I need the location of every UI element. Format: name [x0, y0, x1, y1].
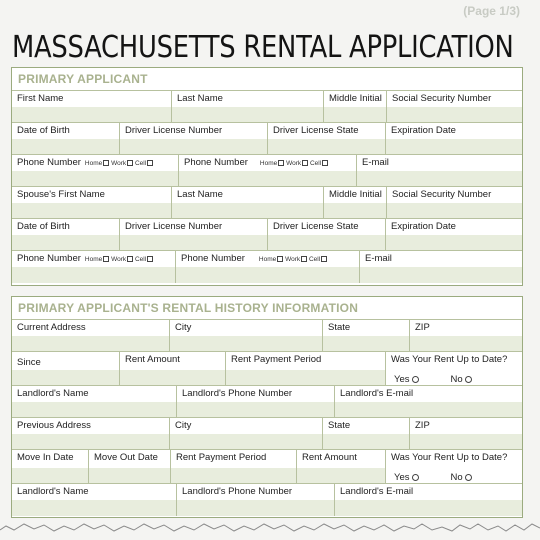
phone-label: Phone Number: [184, 157, 248, 168]
work-checkbox[interactable]: [302, 160, 308, 166]
dl-state-label: Driver License State: [268, 123, 385, 138]
prev-rent-up-to-date-label: Was Your Rent Up to Date?: [386, 450, 522, 465]
home-checkbox[interactable]: [103, 256, 109, 262]
spouse-first-name-field[interactable]: [12, 187, 171, 219]
rent-up-to-date-label: Was Your Rent Up to Date?: [386, 352, 522, 367]
ssn-field[interactable]: [386, 91, 522, 123]
home-option-label: Home: [84, 160, 103, 167]
rental-history-section: [11, 296, 523, 518]
zip-field[interactable]: [409, 320, 522, 352]
rent-amount-label: Rent Amount: [120, 352, 225, 367]
work-option-label: Work: [111, 256, 127, 263]
prev-state-field[interactable]: [322, 418, 409, 450]
prev-zip-field[interactable]: [409, 418, 522, 450]
spouse-phone-field-1[interactable]: [12, 251, 175, 283]
ssn-label: Social Security Number: [387, 91, 522, 106]
no-radio[interactable]: [465, 474, 472, 481]
spouse-dob-field[interactable]: [12, 219, 119, 251]
city-field[interactable]: [169, 320, 322, 352]
cell-checkbox[interactable]: [322, 160, 328, 166]
first-name-label: First Name: [12, 91, 171, 106]
prev-landlord-name-field[interactable]: [12, 484, 176, 516]
move-in-field[interactable]: [12, 450, 88, 484]
prev-landlord-phone-field[interactable]: [176, 484, 334, 516]
home-option-label: Home: [84, 256, 103, 263]
rent-period-label: Rent Payment Period: [226, 352, 385, 367]
work-option-label: Work: [111, 160, 127, 167]
spouse-first-name-label: Spouse's First Name: [12, 187, 171, 202]
dl-state-field[interactable]: [267, 123, 385, 155]
zip-label: ZIP: [410, 320, 522, 335]
move-in-label: Move In Date: [12, 450, 88, 465]
section-heading-primary: PRIMARY APPLICANT: [18, 72, 148, 86]
spouse-dl-state-field[interactable]: [267, 219, 385, 251]
since-field[interactable]: [12, 352, 119, 386]
spouse-ssn-label: Social Security Number: [387, 187, 522, 202]
rent-amount-field[interactable]: [119, 352, 225, 386]
phone-row: [12, 154, 522, 186]
spouse-middle-initial-label: Middle Initial: [324, 187, 386, 202]
phone-label: Phone Number: [17, 253, 81, 264]
spouse-expiration-field[interactable]: [385, 219, 522, 251]
work-option-label: Work: [286, 160, 302, 167]
license-row: [12, 122, 522, 154]
landlord-name-field[interactable]: [12, 386, 176, 418]
prev-landlord-row: [12, 483, 522, 515]
first-name-field[interactable]: [12, 91, 171, 123]
expiration-field[interactable]: [385, 123, 522, 155]
dl-number-label: Driver License Number: [120, 123, 267, 138]
prev-landlord-phone-label: Landlord's Phone Number: [177, 484, 334, 499]
prev-city-field[interactable]: [169, 418, 322, 450]
cell-checkbox[interactable]: [147, 160, 153, 166]
home-checkbox[interactable]: [278, 160, 284, 166]
rent-row: [12, 351, 522, 385]
spouse-email-field[interactable]: [359, 251, 522, 283]
home-option-label: Home: [259, 160, 278, 167]
cell-checkbox[interactable]: [147, 256, 153, 262]
spouse-middle-initial-field[interactable]: [323, 187, 386, 219]
no-label: No: [450, 374, 463, 385]
spouse-dl-number-label: Driver License Number: [120, 219, 267, 234]
yes-radio[interactable]: [412, 376, 419, 383]
landlord-phone-label: Landlord's Phone Number: [177, 386, 334, 401]
cell-checkbox[interactable]: [321, 256, 327, 262]
home-checkbox[interactable]: [103, 160, 109, 166]
page-number: (Page 1/3): [463, 4, 520, 18]
dl-number-field[interactable]: [119, 123, 267, 155]
email-field[interactable]: [356, 155, 522, 187]
spouse-last-name-label: Last Name: [172, 187, 323, 202]
spouse-dl-state-label: Driver License State: [268, 219, 385, 234]
email-label: E-mail: [357, 155, 522, 170]
phone-label: Phone Number: [181, 253, 245, 264]
cell-option-label: Cell: [309, 160, 322, 167]
prev-rent-amount-field[interactable]: [296, 450, 385, 484]
primary-applicant-section: [11, 67, 523, 286]
work-checkbox[interactable]: [301, 256, 307, 262]
middle-initial-label: Middle Initial: [324, 91, 386, 106]
move-out-field[interactable]: [88, 450, 170, 484]
rent-up-to-date-field: [385, 352, 522, 386]
home-option-label: Home: [258, 256, 277, 263]
section-heading-history: PRIMARY APPLICANT'S RENTAL HISTORY INFORMATION: [18, 301, 359, 315]
current-address-label: Current Address: [12, 320, 169, 335]
previous-address-row: [12, 417, 522, 449]
prev-rent-period-field[interactable]: [170, 450, 296, 484]
home-checkbox[interactable]: [277, 256, 283, 262]
middle-initial-field[interactable]: [323, 91, 386, 123]
work-checkbox[interactable]: [127, 256, 133, 262]
yes-label: Yes: [394, 374, 410, 385]
prev-landlord-email-field[interactable]: [334, 484, 522, 516]
prev-rent-amount-label: Rent Amount: [297, 450, 385, 465]
spouse-ssn-field[interactable]: [386, 187, 522, 219]
last-name-field[interactable]: [171, 91, 323, 123]
no-label: No: [450, 472, 463, 483]
cell-option-label: Cell: [308, 256, 321, 263]
cell-option-label: Cell: [134, 160, 147, 167]
expiration-label: Expiration Date: [386, 123, 522, 138]
current-address-row: [12, 319, 522, 351]
rent-period-field[interactable]: [225, 352, 385, 386]
since-label: Since: [12, 355, 119, 370]
previous-address-label: Previous Address: [12, 418, 169, 433]
dob-field[interactable]: [12, 123, 119, 155]
spouse-license-row: [12, 218, 522, 250]
landlord-row: [12, 385, 522, 417]
spouse-phone-row: [12, 250, 522, 282]
current-address-field[interactable]: [12, 320, 169, 352]
spouse-expiration-label: Expiration Date: [386, 219, 522, 234]
prev-city-label: City: [170, 418, 322, 433]
page-title: MASSACHUSETTS RENTAL APPLICATION: [12, 30, 514, 65]
spouse-dob-label: Date of Birth: [12, 219, 119, 234]
prev-state-label: State: [323, 418, 409, 433]
landlord-email-label: Landlord's E-mail: [335, 386, 522, 401]
prev-rent-period-label: Rent Payment Period: [171, 450, 296, 465]
work-option-label: Work: [285, 256, 301, 263]
phone-field-2[interactable]: [178, 155, 356, 187]
yes-radio[interactable]: [412, 474, 419, 481]
prev-rent-up-to-date-field: [385, 450, 522, 484]
move-out-label: Move Out Date: [89, 450, 170, 465]
city-label: City: [170, 320, 322, 335]
last-name-label: Last Name: [172, 91, 323, 106]
prev-landlord-email-label: Landlord's E-mail: [335, 484, 522, 499]
work-checkbox[interactable]: [127, 160, 133, 166]
dob-label: Date of Birth: [12, 123, 119, 138]
torn-edge: [0, 518, 540, 540]
state-field[interactable]: [322, 320, 409, 352]
no-radio[interactable]: [465, 376, 472, 383]
prev-landlord-name-label: Landlord's Name: [12, 484, 176, 499]
prev-rent-row: [12, 449, 522, 483]
cell-option-label: Cell: [134, 256, 147, 263]
spouse-dl-number-field[interactable]: [119, 219, 267, 251]
spouse-last-name-field[interactable]: [171, 187, 323, 219]
state-label: State: [323, 320, 409, 335]
spouse-phone-field-2[interactable]: [175, 251, 359, 283]
landlord-email-field[interactable]: [334, 386, 522, 418]
email-label: E-mail: [360, 251, 522, 266]
yes-label: Yes: [394, 472, 410, 483]
landlord-name-label: Landlord's Name: [12, 386, 176, 401]
phone-label: Phone Number: [17, 157, 81, 168]
previous-address-field[interactable]: [12, 418, 169, 450]
name-row: [12, 90, 522, 122]
landlord-phone-field[interactable]: [176, 386, 334, 418]
phone-field-1[interactable]: [12, 155, 178, 187]
prev-zip-label: ZIP: [410, 418, 522, 433]
spouse-name-row: [12, 186, 522, 218]
